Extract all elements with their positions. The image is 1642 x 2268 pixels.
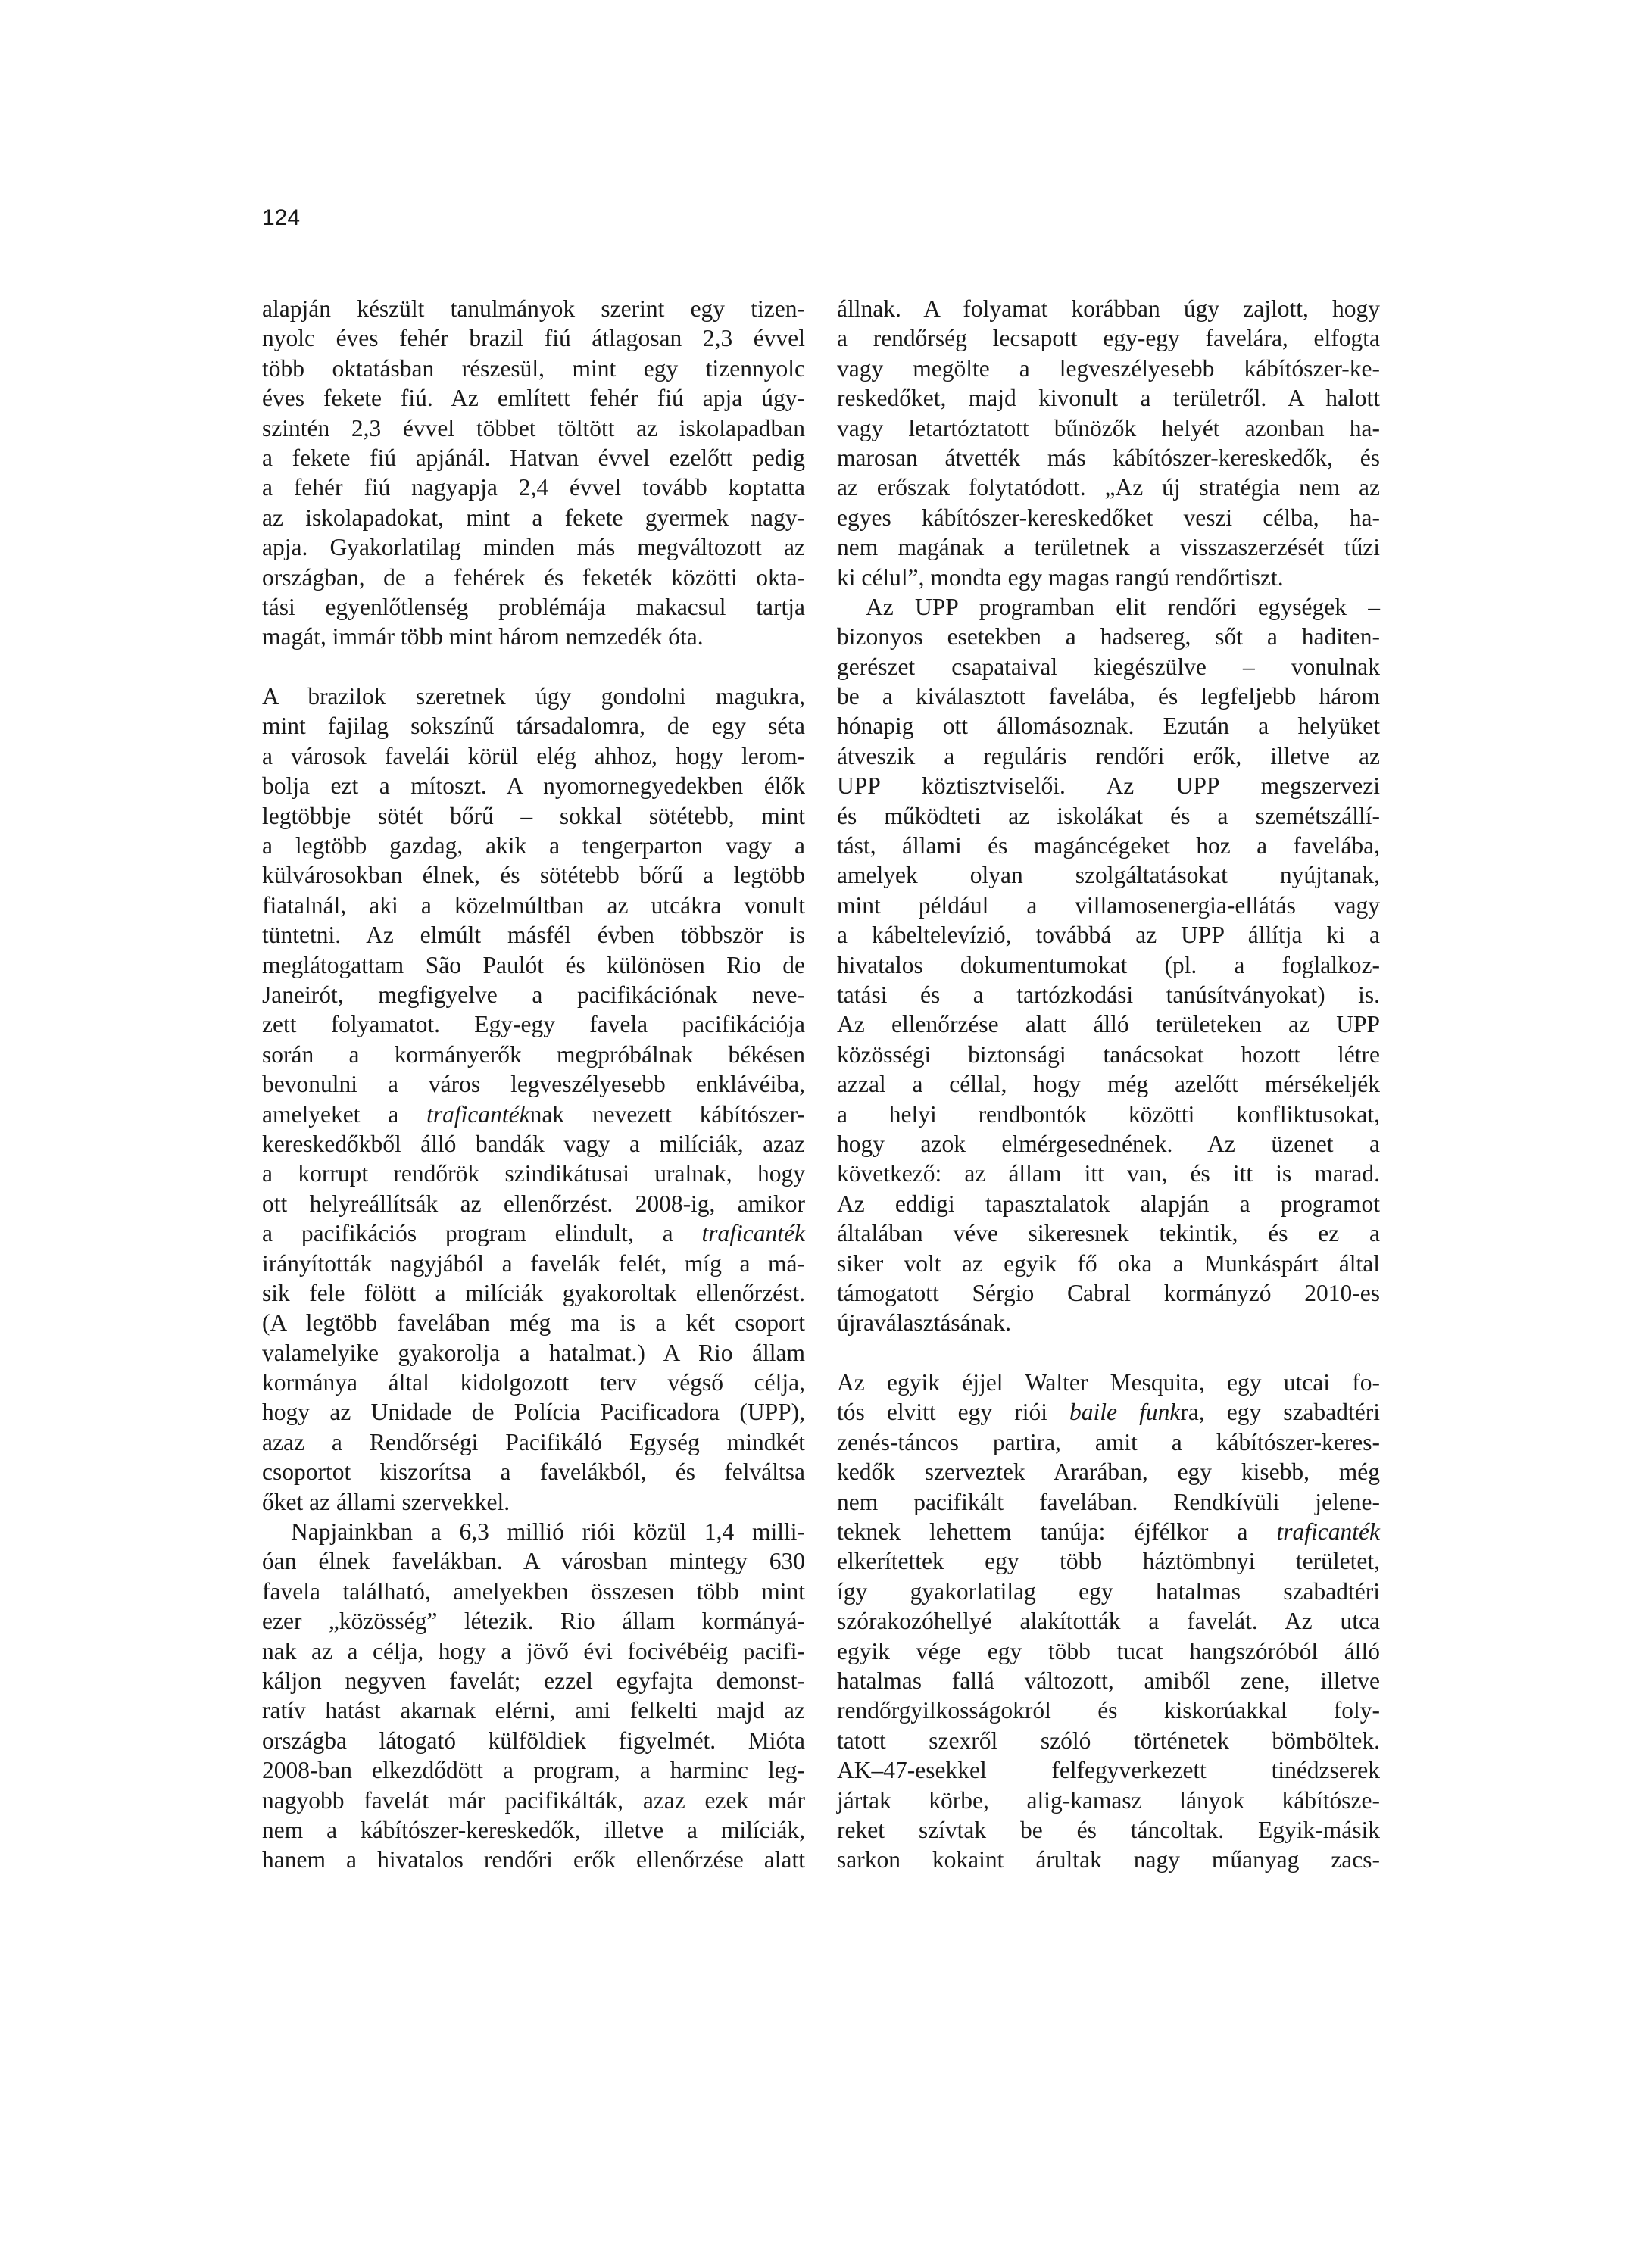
text-line: jártak körbe, alig-kamasz lányok kábítósze- [837, 1786, 1380, 1814]
text-line: siker volt az egyik fő oka a Munkáspárt által [837, 1249, 1380, 1277]
text-line: irányították nagyjából a favelák felét, míg a má- [262, 1249, 805, 1277]
text-line: amelyek olyan szolgáltatásokat nyújtanak, [837, 862, 1380, 889]
text-line: kedők szerveztek Ararában, egy kisebb, még [837, 1458, 1380, 1486]
paragraph [837, 294, 1380, 592]
text-line: bolja ezt a mítoszt. A nyomornegyedekben élők [262, 772, 805, 800]
text-line: nem magának a területnek a visszaszerzését tűzi [837, 534, 1380, 561]
foreign-term: traficanték [701, 1220, 805, 1247]
text-line: zett folyamatot. Egy-egy favela pacifikációja [262, 1011, 805, 1038]
text-line: azaz a Rendőrségi Pacifikáló Egység mindkét [262, 1428, 805, 1455]
text-line: mint például a villamosenergia-ellátás vagy [837, 891, 1380, 919]
text-line: ki célul”, mondta egy magas rangú rendőrtiszt. [837, 563, 1284, 591]
text-line: AK–47-esekkel felfegyverkezett tinédzserek [837, 1757, 1380, 1784]
text-line: bevonulni a város legveszélyesebb enklávéiba, [262, 1071, 805, 1098]
section-break [262, 652, 805, 682]
paragraph [262, 1517, 805, 1875]
text-line: az erőszak folytatódott. „Az új stratégia nem az [837, 474, 1380, 501]
text-line: állnak. A folyamat korábban úgy zajlott, hogy [837, 295, 1380, 322]
text-line: Janeirót, megfigyelve a pacifikációnak neve- [262, 981, 805, 1008]
text-line: nak az a célja, hogy a jövő évi focivébéig pacifi- [262, 1637, 805, 1664]
text-line: a fekete fiú apjánál. Hatvan évvel ezelőtt pedig [262, 444, 805, 471]
text-line: UPP köztisztviselői. Az UPP megszervezi [837, 772, 1380, 800]
text-line: vagy megölte a legveszélyesebb kábítószer-ke- [837, 354, 1380, 382]
text-line: vagy letartóztatott bűnözők helyét azonban ha- [837, 414, 1380, 441]
text-line: a kábeltelevízió, továbbá az UPP állítja ki a [837, 922, 1380, 949]
text-line: ratív hatást akarnak elérni, ami felkelti majd az [262, 1697, 805, 1724]
text-line: marosan átvették más kábítószer-kereskedők, és [837, 444, 1380, 471]
text-line: kormánya által kidolgozott terv végső célja, [262, 1369, 805, 1396]
text-line: mint fajilag sokszínű társadalomra, de egy séta [262, 713, 805, 740]
text-line: így gyakorlatilag egy hatalmas szabadtéri [837, 1577, 1380, 1605]
text-line: ezer „közösség” létezik. Rio állam kormányá- [262, 1608, 805, 1635]
text-line: reskedőket, majd kivonult a területről. A halott [837, 385, 1380, 412]
text-line: szórakozóhellyé alakították a favelát. Az utca [837, 1608, 1380, 1635]
text-line: hogy az Unidade de Polícia Pacificadora (UPP), [262, 1399, 805, 1426]
foreign-term: baile funk [1069, 1399, 1181, 1426]
text-line: a helyi rendbontók közötti konfliktusokat, [837, 1100, 1380, 1128]
text-line: hanem a hivatalos rendőri erők ellenőrzése alatt [262, 1846, 805, 1873]
text-line: tást, állami és magáncégeket hoz a favelába, [837, 832, 1380, 859]
text-line: közösségi biztonsági tanácsokat hozott létre [837, 1040, 1380, 1068]
text-line: nem a kábítószer-kereskedők, illetve a milíciák, [262, 1816, 805, 1843]
paragraph [837, 592, 1380, 1338]
text-line: csoportot kiszorítsa a favelákból, és felváltsa [262, 1458, 805, 1486]
text-line: az iskolapadokat, mint a fekete gyermek nagy- [262, 504, 805, 531]
section-break [837, 1338, 1380, 1368]
text-line: átveszik a reguláris rendőri erők, illetve az [837, 742, 1380, 769]
text-line: meglátogattam São Paulót és különösen Rio de [262, 951, 805, 978]
text-line: tüntetni. Az elmúlt másfél évben többször is [262, 922, 805, 949]
left-column [262, 294, 805, 1875]
text-line: ott helyreállítsák az ellenőrzést. 2008-ig, amikor [262, 1190, 805, 1217]
text-line: a legtöbb gazdag, akik a tengerparton vagy a [262, 832, 805, 859]
text-line: hatalmas fallá változott, amiből zene, illetve [837, 1667, 1380, 1694]
right-column [837, 294, 1380, 1875]
text-line: a városok favelái körül elég ahhoz, hogy lerom- [262, 742, 805, 769]
text-line: rendőrgyilkosságokról és kiskorúakkal foly- [837, 1697, 1380, 1724]
text-line: általában véve sikeresnek tekintik, és ez a [837, 1220, 1380, 1247]
paragraph [262, 682, 805, 1517]
text-line: egyes kábítószer-kereskedőket veszi célba, ha- [837, 504, 1380, 531]
text-line: során a kormányerők megpróbálnak békésen [262, 1040, 805, 1068]
text-line: alapján készült tanulmányok szerint egy tizen- [262, 295, 805, 322]
text-line: szintén 2,3 évvel többet töltött az iskolapadban [262, 414, 805, 441]
text-line: favela található, amelyekben összesen több mint [262, 1577, 805, 1605]
text-line: Az UPP programban elit rendőri egységek – [866, 593, 1380, 620]
text-line: bizonyos esetekben a hadsereg, sőt a haditen- [837, 623, 1380, 650]
text-line: támogatott Sérgio Cabral kormányzó 2010-es [837, 1279, 1380, 1306]
text-line: a rendőrség lecsapott egy-egy favelára, elfogta [837, 325, 1380, 352]
text-line: több oktatásban részesül, mint egy tizennyolc [262, 354, 805, 382]
text-line: egyik vége egy több tucat hangszóróból álló [837, 1637, 1380, 1664]
text-line: hónapig ott állomásoznak. Ezután a helyüket [837, 713, 1380, 740]
text-line: hogy azok elmérgesednének. Az üzenet a [837, 1130, 1380, 1157]
text-line: a fehér fiú nagyapja 2,4 évvel tovább koptatta [262, 474, 805, 501]
text-line: sarkon kokaint árultak nagy műanyag zacs- [837, 1846, 1380, 1873]
foreign-term: traficanték [426, 1100, 530, 1128]
text-line: magát, immár több mint három nemzedék óta. [262, 623, 704, 650]
text-line: legtöbbje sötét bőrű – sokkal sötétebb, mint [262, 802, 805, 829]
text-line: nem pacifikált favelában. Rendkívüli jelene- [837, 1488, 1380, 1515]
text-line: következő: az állam itt van, és itt is marad. [837, 1160, 1380, 1187]
text-line: országba látogató külföldiek figyelmét. Mióta [262, 1727, 805, 1754]
text-line: óan élnek favelákban. A városban mintegy 630 [262, 1548, 805, 1575]
text-line: a korrupt rendőrök szindikátusai uralnak, hogy [262, 1160, 805, 1187]
text-line: azzal a céllal, hogy még azelőtt mérsékeljék [837, 1071, 1380, 1098]
text-line: káljon negyven favelát; ezzel egyfajta demonst- [262, 1667, 805, 1694]
text-line: valamelyike gyakorolja a hatalmat.) A Rio állam [262, 1339, 805, 1366]
text-line: és működteti az iskolákat és a szemétszállí- [837, 802, 1380, 829]
text-line: nyolc éves fehér brazil fiú átlagosan 2,3 évvel [262, 325, 805, 352]
text-line: (A legtöbb favelában még ma is a két csoport [262, 1309, 805, 1337]
text-line: Az ellenőrzése alatt álló területeken az UPP [837, 1011, 1380, 1038]
text-line: 2008-ban elkezdődött a program, a harminc leg- [262, 1757, 805, 1784]
page-number: 124 [262, 205, 301, 230]
text-line: tási egyenlőtlenség problémája makacsul tartja [262, 593, 805, 620]
text-line: tós elvitt egy riói baile funkra, egy szabadtéri [837, 1399, 1380, 1426]
text-line: Napjainkban a 6,3 millió riói közül 1,4 milli- [291, 1518, 805, 1546]
text-line: amelyeket a traficantéknak nevezett kábítószer- [262, 1100, 805, 1128]
text-line: tatási és a tartózkodási tanúsítványokat) is. [837, 981, 1380, 1008]
foreign-term: traficanték [1276, 1518, 1380, 1546]
text-line: gerészet csapataival kiegészülve – vonulnak [837, 653, 1380, 680]
text-line: reket szívtak be és táncoltak. Egyik-másik [837, 1816, 1380, 1843]
text-line: külvárosokban élnek, és sötétebb bőrű a legtöbb [262, 862, 805, 889]
text-line: fiatalnál, aki a közelmúltban az utcákra vonult [262, 891, 805, 919]
text-line: be a kiválasztott favelába, és legfeljebb három [837, 683, 1380, 710]
text-line: Az egyik éjjel Walter Mesquita, egy utcai fo- [837, 1369, 1380, 1396]
text-line: sik fele fölött a milíciák gyakoroltak ellenőrzést. [262, 1279, 805, 1306]
text-line: tatott szexről szóló történetek bömböltek. [837, 1727, 1380, 1754]
text-line: A brazilok szeretnek úgy gondolni magukra, [262, 683, 805, 710]
text-line: apja. Gyakorlatilag minden más megváltozott az [262, 534, 805, 561]
paragraph [837, 1368, 1380, 1875]
text-line: Az eddigi tapasztalatok alapján a programot [837, 1190, 1380, 1217]
text-line: kereskedőkből álló bandák vagy a milíciák, azaz [262, 1130, 805, 1157]
paragraph [262, 294, 805, 652]
text-line: országban, de a fehérek és feketék közötti okta- [262, 563, 805, 591]
text-line: elkerítettek egy több háztömbnyi területet, [837, 1548, 1380, 1575]
text-line: hivatalos dokumentumokat (pl. a foglalkoz- [837, 951, 1380, 978]
text-line: éves fekete fiú. Az említett fehér fiú apja úgy- [262, 385, 805, 412]
text-line: teknek lehettem tanúja: éjfélkor a traficanték [837, 1518, 1380, 1546]
text-line: a pacifikációs program elindult, a traficanték [262, 1220, 805, 1247]
text-line: újraválasztásának. [837, 1309, 1012, 1337]
text-line: őket az állami szervekkel. [262, 1488, 510, 1515]
text-line: nagyobb favelát már pacifikálták, azaz ezek már [262, 1786, 805, 1814]
text-line: zenés-táncos partira, amit a kábítószer-keres- [837, 1428, 1380, 1455]
